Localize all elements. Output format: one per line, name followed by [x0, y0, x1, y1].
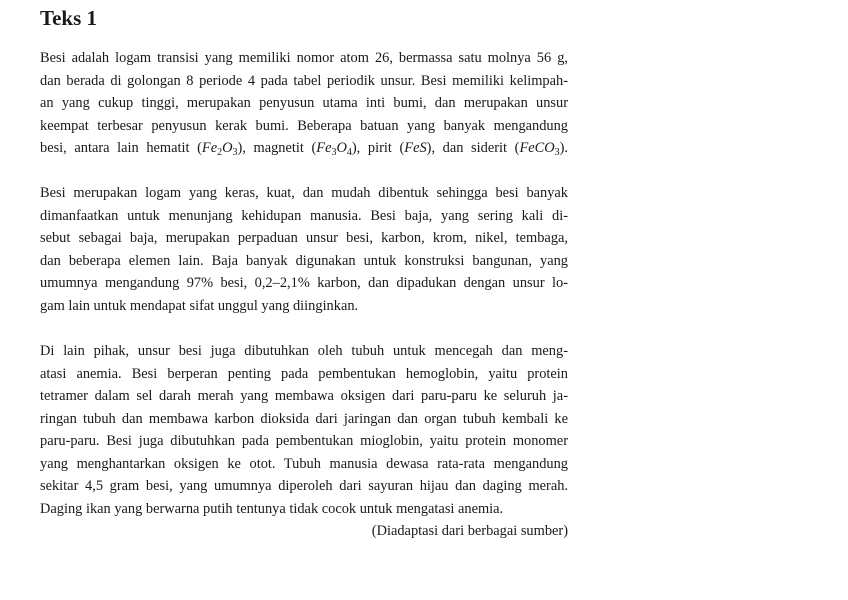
text-fragment: ), magnetit (	[237, 140, 317, 156]
formula-pyrite: FeS	[404, 140, 427, 156]
paragraph-3-line: ringan tubuh dan membawa karbon dioksida dari jaringan dan organ tubuh kembali ke	[40, 410, 568, 427]
paragraph-1	[40, 47, 568, 160]
paragraph-1-line-minerals	[40, 137, 568, 160]
source-attribution: (Diadaptasi dari berbagai sumber)	[371, 523, 568, 539]
paragraph-2-line: Besi merupakan logam yang keras, kuat, dan mudah dibentuk sehingga besi banyak	[40, 185, 568, 201]
formula-part: FeCO	[519, 140, 555, 156]
paragraph-1-line: dan berada di golongan 8 periode 4 pada tabel periodik unsur. Besi memiliki kelimpah-	[40, 72, 568, 89]
document-title: Teks 1	[40, 6, 98, 30]
formula-part: Fe	[316, 140, 332, 156]
formula-part: Fe	[201, 140, 218, 156]
paragraph-3-line: Daging ikan yang berwarna putih tentunya tidak cocok untuk mengatasi anemia.	[40, 500, 504, 517]
paragraph-1-line: keempat terbesar penyusun kerak bumi. Beberapa batuan yang banyak mengandung	[40, 117, 568, 134]
paragraph-1-line: an yang cukup tinggi, merupakan penyusun utama inti bumi, dan merupakan unsur	[40, 95, 568, 111]
formula-part: O	[222, 140, 233, 156]
formula-magnetite	[316, 140, 352, 156]
text-fragment: besi, antara lain hematit (	[40, 140, 202, 156]
paragraph-3-line: yang menghantarkan oksigen ke otot. Tubuh manusia dewasa rata-rata mengandung	[40, 455, 568, 472]
paragraph-2-line: umumnya mengandung 97% besi, 0,2–2,1% karbon, dan dipadukan dengan unsur lo-	[40, 275, 568, 291]
formula-subscript: 2	[217, 147, 223, 158]
paragraph-3-line: paru-paru. Besi juga dibutuhkan pada pembentukan mioglobin, yaitu protein monomer	[40, 433, 568, 449]
paragraph-3-line: Di lain pihak, unsur besi juga dibutuhkan oleh tubuh untuk mencegah dan meng-	[40, 343, 568, 359]
paragraph-3	[40, 340, 568, 543]
paragraph-2-line: sebut sebagai baja, merupakan perpaduan unsur besi, karbon, krom, nikel, tembaga,	[40, 230, 568, 246]
text-fragment: ), dan siderit (	[426, 140, 520, 156]
paragraph-3-line: sekitar 4,5 gram besi, yang umumnya diperoleh dari sayuran hijau dan daging merah.	[40, 478, 568, 494]
formula-subscript: 3	[554, 147, 560, 158]
paragraph-2-line: dimanfaatkan untuk menunjang kehidupan manusia. Besi baja, yang sering kali di-	[40, 207, 568, 224]
formula-subscript: 3	[232, 147, 238, 158]
text-fragment: ), pirit (	[351, 140, 405, 156]
paragraph-1-line: Besi adalah logam transisi yang memiliki nomor atom 26, bermassa satu molnya 56 g,	[40, 50, 568, 66]
formula-siderite	[519, 140, 559, 156]
paragraph-3-line: atasi anemia. Besi berperan penting pada pembentukan hemoglobin, yaitu protein	[40, 365, 568, 382]
paragraph-2-line: dan beberapa elemen lain. Baja banyak digunakan untuk konstruksi bangunan, yang	[40, 252, 568, 269]
paragraph-2	[40, 182, 568, 317]
formula-part: O	[336, 140, 347, 156]
formula-hematite	[202, 140, 238, 156]
formula-subscript: 4	[346, 147, 352, 158]
formula-subscript: 3	[331, 147, 337, 158]
paragraph-3-line: tetramer dalam sel darah merah yang membawa oksigen dari paru-paru ke seluruh ja-	[40, 388, 568, 404]
paragraph-2-line: gam lain untuk mendapat sifat unggul yang diinginkan.	[40, 297, 359, 314]
text-fragment: ).	[559, 140, 568, 156]
